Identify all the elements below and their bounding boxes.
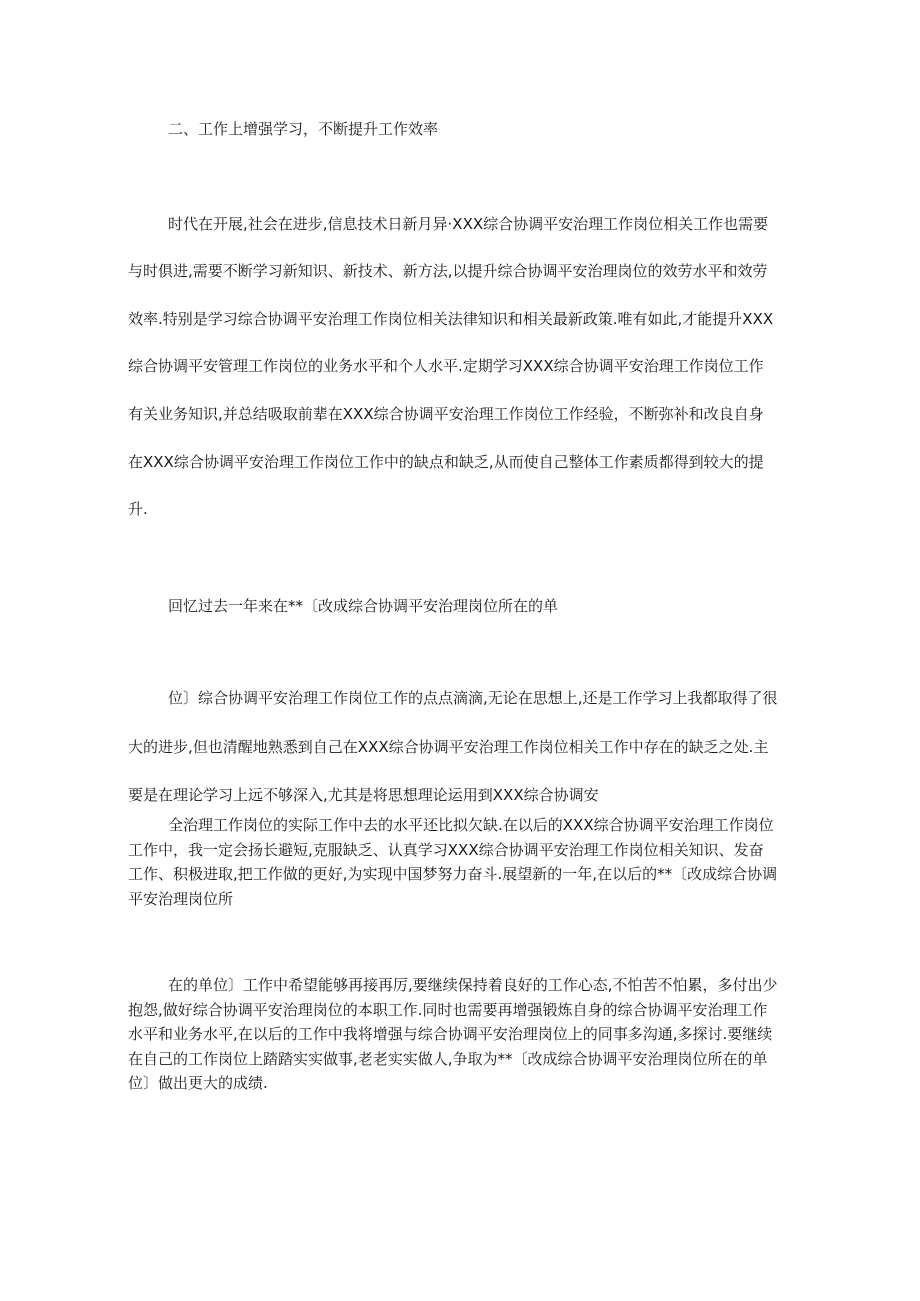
paragraph-line: 要是在理论学习上远不够深入,尤其是将思想理论运用到XXX综合协调安 <box>128 786 599 804</box>
paragraph-line: 在自己的工作岗位上踏踏实实做事,老老实实做人,争取为**〔改成综合协调平安治理岗位所在的单 <box>128 1050 768 1068</box>
paragraph-line: 升. <box>128 500 148 518</box>
paragraph-line: 位〕做出更大的成绩. <box>128 1074 268 1092</box>
paragraph-line: 全治理工作岗位的实际工作中去的水平还比拟欠缺.在以后的XXX综合协调平安治理工作岗位 <box>168 816 774 834</box>
paragraph-line: 工作中，我一定会扬长避短,克服缺乏、认真学习XXX综合协调平安治理工作岗位相关知识、发奋 <box>128 841 764 859</box>
paragraph-line: 平安治理岗位所 <box>128 890 234 908</box>
paragraph-line: 工作、积极进取,把工作做的更好,为实现中国梦努力奋斗.展望新的一年,在以后的**〔改成综合协调 <box>128 865 778 883</box>
paragraph-line: 位〕综合协调平安治理工作岗位工作的点点滴滴,无论在思想上,还是工作学习上我都取得了很 <box>168 689 778 707</box>
paragraph-line: 水平和业务水平,在以后的工作中我将增强与综合协调平安治理岗位上的同事多沟通,多探讨.要继续 <box>128 1025 773 1043</box>
paragraph-line: 时代在开展,社会在进步,信息技术日新月异·XXX综合协调平安治理工作岗位相关工作也需要 <box>168 215 769 233</box>
section-heading: 二、工作上增强学习，不断提升工作效率 <box>168 120 439 138</box>
paragraph-line: 在XXX综合协调平安治理工作岗位工作中的缺点和缺乏,从而使自己整体工作素质都得到较大的提 <box>128 453 764 471</box>
paragraph-line: 有关业务知识,并总结吸取前辈在XXX综合协调平安治理工作岗位工作经验，不断弥补和改良自身 <box>128 405 764 423</box>
paragraph-line: 在的单位〕工作中希望能够再接再厉,要继续保持着良好的工作心态,不怕苦不怕累，多付出少 <box>168 976 778 994</box>
paragraph-line: 综合协调平安管理工作岗位的业务水平和个人水平.定期学习XXX综合协调平安治理工作岗位工作 <box>128 357 764 375</box>
paragraph-line: 回忆过去一年来在**〔改成综合协调平安治理岗位所在的单 <box>168 597 559 615</box>
paragraph-line: 与时俱进,需要不断学习新知识、新技术、新方法,以提升综合协调平安治理岗位的效劳水平和效劳 <box>128 262 768 280</box>
paragraph-line: 大的进步,但也清醒地熟悉到自己在XXX综合协调平安治理工作岗位相关工作中存在的缺乏之处.主 <box>128 738 769 756</box>
paragraph-line: 效率.特别是学习综合协调平安治理工作岗位相关法律知识和相关最新政策.唯有如此,才能提升XXX <box>128 310 774 328</box>
paragraph-line: 抱怨,做好综合协调平安治理岗位的本职工作.同时也需要再增强锻炼自身的综合协调平安治理工作 <box>128 1001 768 1019</box>
